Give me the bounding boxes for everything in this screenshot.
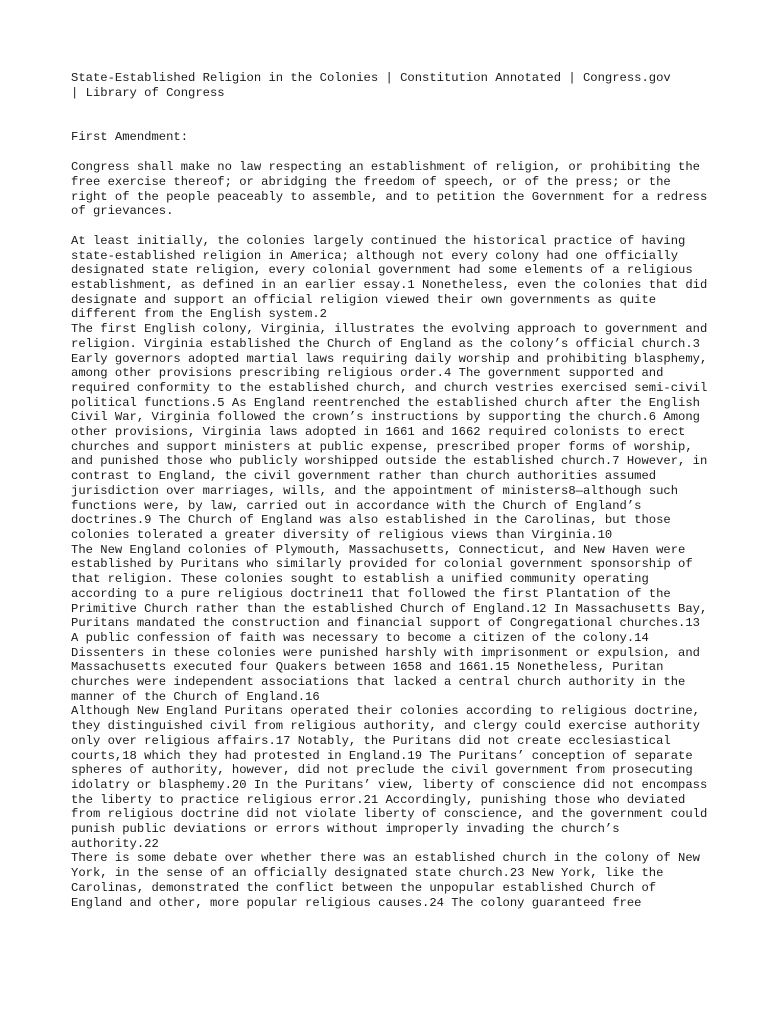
amendment-text: Congress shall make no law respecting an establishment of religion, or prohibiting the free exercise thereof; or abridging the freedom of speech, or of the press; or the right of the people peaceably to assemble, and to petition the Government for a redress of grievances. [71,160,708,219]
document-body [71,234,711,910]
paragraph: The first English colony, Virginia, illustrates the evolving approach to government and religion. Virginia established the Church of England as the colony’s official church.3 Early governors adopted martial laws requiring daily worship and prohibiting blasphemy, among other provisions prescribing religious order.4 The government supported and required conformity to the established church, and church vestries exercised semi-civil political functions.5 As England reentrenched the established church after the English Civil War, Virginia followed the crown’s instructions by supporting the church.6 Among other provisions, Virginia laws adopted in 1661 and 1662 required colonists to erect churches and support ministers at public expense, prescribed proper forms of worship, and punished those who publicly worshipped outside the established church.7 However, in contrast to England, the civil government rather than church authorities assumed jurisdiction over marriages, wills, and the appointment of ministers8—although such functions were, by law, carried out in accordance with the Church of England’s doctrines.9 The Church of England was also established in the Carolinas, but those colonies tolerated a greater diversity of religious views than Virginia.10 [71,322,708,542]
paragraph: At least initially, the colonies largely continued the historical practice of having state-established religion in America; although not every colony had one officially designated state religion, every colonial government had some elements of a religious establishment, as defined in an earlier essay.1 Nonetheless, even the colonies that did designate and support an official religion viewed their own governments as quite different from the English system.2 [71,233,708,322]
document-page [71,71,711,910]
paragraph: Although New England Puritans operated their colonies according to religious doctrine, they distinguished civil from religious authority, and clergy could exercise authority only over religious affairs.17 Notably, the Puritans did not create ecclesiastical courts,18 which they had protested in England.19 The Puritans’ conception of separate spheres of authority, however, did not preclude the civil government from prosecuting idolatry or blasphemy.20 In the Puritans’ view, liberty of conscience did not encompass the liberty to practice religious error.21 Accordingly, punishing those who deviated from religious doctrine did not violate liberty of conscience, and the government could punish public deviations or errors without improperly invading the church’s authority.22 [71,704,708,851]
paragraph: The New England colonies of Plymouth, Massachusetts, Connecticut, and New Haven were established by Puritans who similarly provided for colonial government sponsorship of that religion. These colonies sought to establish a unified community operating according to a pure religious doctrine11 that followed the first Plantation of the Primitive Church rather than the established Church of England.12 In Massachusetts Bay, Puritans mandated the construction and financial support of Congregational churches.13 A public confession of faith was necessary to become a citizen of the colony.14 Dissenters in these colonies were punished harshly with imprisonment or expulsion, and Massachusetts executed four Quakers between 1658 and 1661.15 Nonetheless, Puritan churches were independent associations that lacked a central church authority in the manner of the Church of England.16 [71,542,708,704]
page-title: State-Established Religion in the Colonies | Constitution Annotated | Congress.gov | Library of Congress [71,71,671,100]
paragraph: There is some debate over whether there was an established church in the colony of New York, in the sense of an officially designated state church.23 New York, like the Carolinas, demonstrated the conflict between the unpopular established Church of England and other, more popular religious causes.24 The colony guaranteed free [71,851,700,910]
section-heading: First Amendment: [71,130,189,145]
